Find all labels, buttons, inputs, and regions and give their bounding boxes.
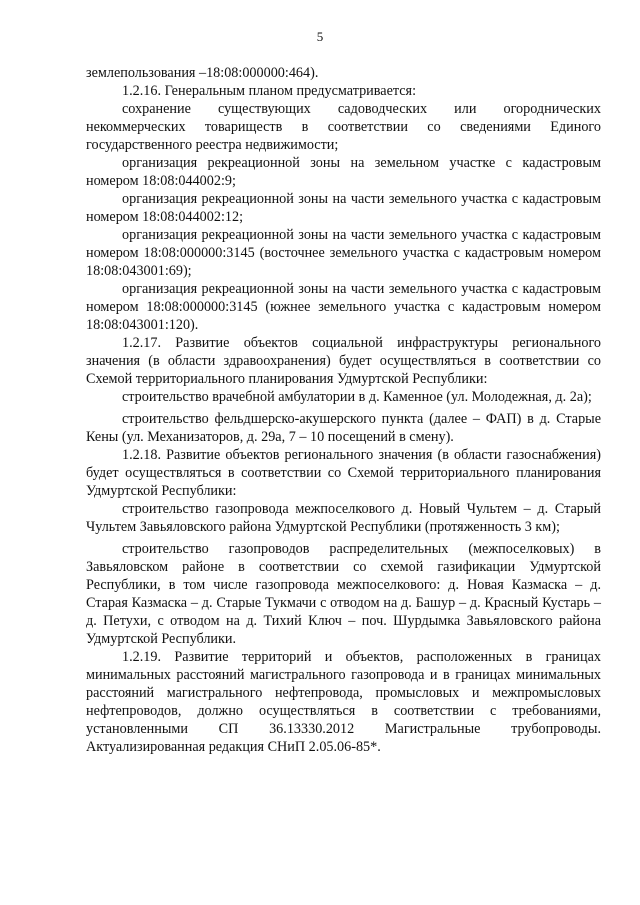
section-1-2-19: 1.2.19. Развитие территорий и объектов, расположенных в границах минимальных расстояний магистрального газопровода и в границах минимальных расстояний магистрального нефтепровода, промысловых и межпромысловых нефтепроводов, должно осуществляться в соответствии с требованиями, установленными СП 36.13330.2012 Магистральные трубопроводы. Актуализированная редакция СНиП 2.05.06-85*. <box>86 649 601 755</box>
list-item-recreation-zone-2: организация рекреационной зоны на части земельного участка с кадастровым номером 18:08:044002:12; <box>86 191 601 225</box>
list-item-recreation-zone-4: организация рекреационной зоны на части земельного участка с кадастровым номером 18:08:000000:3145 (южнее земельного участка с кадастровым номером 18:08:043001:120). <box>86 281 601 333</box>
page-number: 5 <box>316 29 324 44</box>
section-1-2-17: 1.2.17. Развитие объектов социальной инфраструктуры регионального значения (в области здравоохранения) будет осуществляться в соответствии со Схемой территориального планирования Удмуртской Республики: <box>86 335 601 387</box>
document-body <box>86 64 601 756</box>
list-item-gardening-partnerships: сохранение существующих садоводческих или огороднических некоммерческих товариществ в соответствии со сведениями Единого государственного реестра недвижимости; <box>86 101 601 153</box>
list-item-outpatient-clinic: строительство врачебной амбулатории в д. Каменное (ул. Молодежная, д. 2а); <box>122 389 592 405</box>
section-heading-1-2-16: 1.2.16. Генеральным планом предусматривается: <box>122 83 417 99</box>
list-item-gas-pipelines-distribution: строительство газопроводов распределительных (межпоселковых) в Завьяловском районе в соответствии со схемой газификации Удмуртской Республики, в том числе газопровода межпоселкового: д. Новая Казмаска – д. Старая Казмаска – д. Старые Тукмачи с отводом на д. Башур – д. Красный Кустарь – д. Петухи, с отводом на д. Тихий Ключ – поч. Шурдымка Завьяловского района Удмуртской Республики. <box>86 541 601 647</box>
list-item-recreation-zone-1: организация рекреационной зоны на земельном участке с кадастровым номером 18:08:044002:9; <box>86 155 601 189</box>
list-item-gas-pipeline-chultem: строительство газопровода межпоселкового д. Новый Чультем – д. Старый Чультем Завьяловского района Удмуртской Республики (протяженность 3 км); <box>86 501 601 535</box>
paragraph-continuation: землепользования –18:08:000000:464). <box>86 65 319 81</box>
list-item-fap: строительство фельдшерско-акушерского пункта (далее – ФАП) в д. Старые Кены (ул. Механизаторов, д. 29а, 7 – 10 посещений в смену). <box>86 411 601 445</box>
section-1-2-18: 1.2.18. Развитие объектов регионального значения (в области газоснабжения) будет осуществляться в соответствии со Схемой территориального планирования Удмуртской Республики: <box>86 447 601 499</box>
list-item-recreation-zone-3: организация рекреационной зоны на части земельного участка с кадастровым номером 18:08:000000:3145 (восточнее земельного участка с кадастровым номером 18:08:043001:69); <box>86 227 601 279</box>
